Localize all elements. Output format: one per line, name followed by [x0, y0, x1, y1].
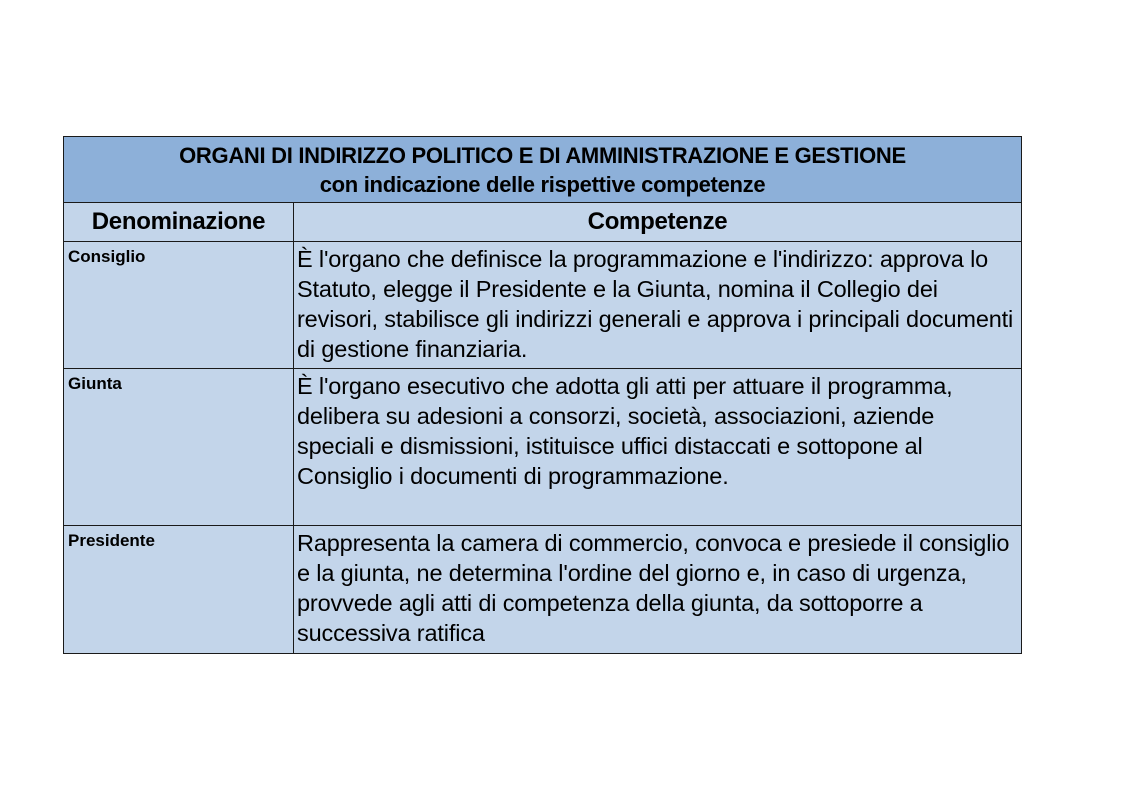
column-header-name: Denominazione [64, 203, 294, 242]
organs-table [63, 136, 1022, 654]
row-competences-cell: È l'organo esecutivo che adotta gli atti per attuare il programma, delibera su adesioni a consorzi, società, associazioni, aziende speciali e dismissioni, istituisce uffici distaccati e sottopone al Consiglio i documenti di programmazione. [294, 369, 1022, 526]
table-row [64, 369, 1022, 526]
table-title-line2: con indicazione delle rispettive competenze [319, 171, 766, 197]
row-competences-cell: Rappresenta la camera di commercio, convoca e presiede il consiglio e la giunta, ne determina l'ordine del giorno e, in caso di urgenza, provvede agli atti di competenza della giunta, da sottoporre a successiva ratifica [294, 526, 1022, 654]
row-name-cell: Consiglio [64, 242, 294, 369]
table-title [64, 137, 1022, 203]
row-name-cell: Giunta [64, 369, 294, 526]
table-title-line1: ORGANI DI INDIRIZZO POLITICO E DI AMMINISTRAZIONE E GESTIONE [179, 142, 906, 168]
title-row [64, 137, 1022, 203]
table-row [64, 242, 1022, 369]
table-row [64, 526, 1022, 654]
column-header-competences: Competenze [294, 203, 1022, 242]
row-competences-cell: È l'organo che definisce la programmazione e l'indirizzo: approva lo Statuto, elegge il Presidente e la Giunta, nomina il Collegio dei revisori, stabilisce gli indirizzi generali e approva i principali documenti di gestione finanziaria. [294, 242, 1022, 369]
row-name-cell: Presidente [64, 526, 294, 654]
header-row [64, 203, 1022, 242]
